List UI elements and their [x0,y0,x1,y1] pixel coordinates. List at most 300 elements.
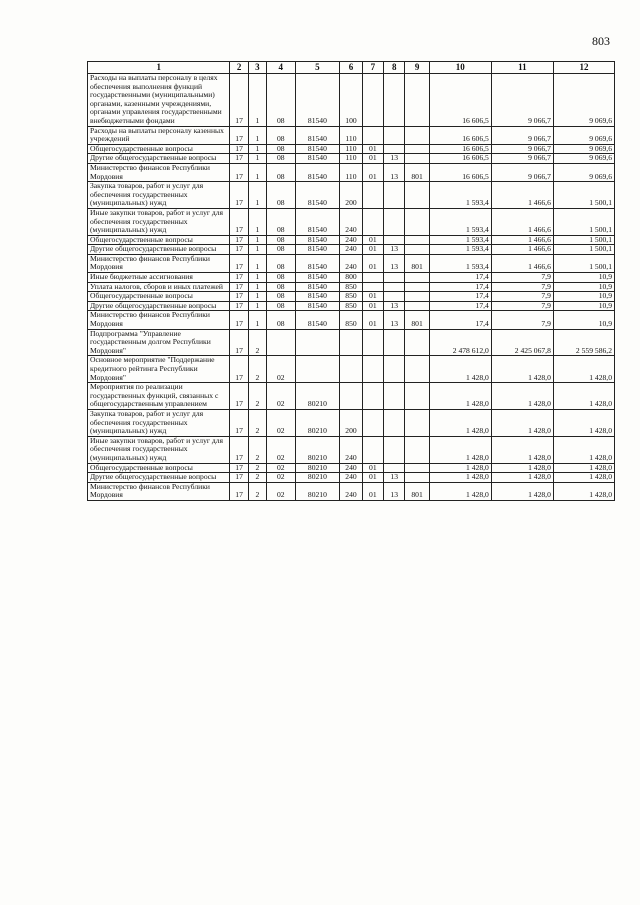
row-code-6: 850 [340,292,362,302]
row-code-4: 08 [267,154,295,164]
table-row [88,482,615,500]
row-name: Другие общегосударственные вопросы [88,473,230,483]
row-code-9 [405,463,429,473]
row-code-4: 08 [267,301,295,311]
row-code-4: 08 [267,182,295,209]
row-code-7: 01 [362,482,383,500]
row-name: Другие общегосударственные вопросы [88,245,230,255]
col-header-5: 5 [295,62,340,74]
row-code-3: 1 [248,282,266,292]
row-name: Подпрограмма "Управление государственным долгом Республики Мордовия" [88,329,230,356]
row-code-8 [384,144,405,154]
row-code-4: 08 [267,282,295,292]
row-amount-12: 9 069,6 [553,126,614,144]
row-code-9 [405,74,429,127]
row-code-4: 08 [267,311,295,329]
table-row [88,473,615,483]
row-code-8 [384,208,405,235]
row-code-3: 1 [248,74,266,127]
row-code-9 [405,235,429,245]
row-code-4: 08 [267,273,295,283]
row-amount-12: 1 428,0 [553,409,614,436]
row-amount-11: 1 466,6 [491,254,553,272]
row-code-5: 81540 [295,245,340,255]
row-code-7 [362,329,383,356]
row-name: Министерство финансов Республики Мордовия [88,163,230,181]
row-amount-11: 9 066,7 [491,126,553,144]
table-row [88,463,615,473]
row-name: Министерство финансов Республики Мордовия [88,311,230,329]
row-amount-10: 2 478 612,0 [429,329,491,356]
row-amount-10: 17,4 [429,311,491,329]
col-header-4: 4 [267,62,295,74]
row-amount-12: 1 500,1 [553,208,614,235]
row-code-8: 13 [384,311,405,329]
row-amount-12: 1 428,0 [553,482,614,500]
row-code-3: 1 [248,292,266,302]
row-code-9: 801 [405,163,429,181]
row-name: Общегосударственные вопросы [88,144,230,154]
row-code-8 [384,126,405,144]
row-code-5: 81540 [295,154,340,164]
table-row [88,282,615,292]
row-code-8 [384,282,405,292]
row-code-2: 17 [230,126,248,144]
row-code-7: 01 [362,245,383,255]
row-code-8 [384,463,405,473]
table-row [88,292,615,302]
row-code-4 [267,329,295,356]
row-code-9 [405,329,429,356]
row-amount-10: 1 428,0 [429,383,491,410]
row-amount-11: 1 428,0 [491,356,553,383]
row-code-8: 13 [384,301,405,311]
row-code-6: 240 [340,208,362,235]
row-code-9 [405,144,429,154]
row-amount-10: 1 593,4 [429,208,491,235]
row-code-8 [384,383,405,410]
header-row [88,62,615,74]
row-code-2: 17 [230,436,248,463]
row-code-3: 1 [248,301,266,311]
row-code-9 [405,126,429,144]
row-name: Закупка товаров, работ и услуг для обеспечения государственных (муниципальных) нужд [88,409,230,436]
row-code-2: 17 [230,273,248,283]
row-code-4: 08 [267,235,295,245]
row-code-4: 08 [267,126,295,144]
row-amount-10: 16 606,5 [429,154,491,164]
row-code-9 [405,282,429,292]
row-code-8 [384,182,405,209]
row-code-9: 801 [405,482,429,500]
row-amount-12: 10,9 [553,273,614,283]
table-row [88,182,615,209]
row-code-8: 13 [384,473,405,483]
row-amount-11: 1 466,6 [491,235,553,245]
row-code-4: 02 [267,383,295,410]
row-name: Общегосударственные вопросы [88,292,230,302]
row-name: Другие общегосударственные вопросы [88,301,230,311]
row-amount-11: 7,9 [491,273,553,283]
row-amount-12: 1 428,0 [553,356,614,383]
table-row [88,383,615,410]
row-amount-11: 1 428,0 [491,473,553,483]
row-code-5: 80210 [295,383,340,410]
row-code-3: 2 [248,383,266,410]
row-code-2: 17 [230,301,248,311]
row-code-8 [384,409,405,436]
row-code-9 [405,273,429,283]
row-code-6: 110 [340,163,362,181]
row-code-9 [405,182,429,209]
row-code-8 [384,74,405,127]
row-amount-12: 10,9 [553,292,614,302]
row-code-7 [362,182,383,209]
row-amount-12: 1 500,1 [553,182,614,209]
row-code-5: 81540 [295,144,340,154]
row-amount-10: 1 593,4 [429,182,491,209]
row-code-6 [340,329,362,356]
row-code-6: 240 [340,254,362,272]
table-row [88,144,615,154]
row-code-3: 1 [248,154,266,164]
row-code-5: 81540 [295,163,340,181]
row-code-7 [362,74,383,127]
col-header-6: 6 [340,62,362,74]
row-code-7 [362,126,383,144]
row-code-7: 01 [362,254,383,272]
row-amount-10: 17,4 [429,292,491,302]
table-row [88,254,615,272]
row-code-6: 240 [340,473,362,483]
row-code-6: 240 [340,235,362,245]
row-code-6: 240 [340,482,362,500]
row-name: Иные закупки товаров, работ и услуг для обеспечения государственных (муниципальных) нужд [88,436,230,463]
row-code-6 [340,356,362,383]
row-code-2: 17 [230,356,248,383]
row-code-9 [405,292,429,302]
row-code-7: 01 [362,144,383,154]
row-amount-11: 7,9 [491,292,553,302]
row-code-2: 17 [230,208,248,235]
row-amount-11: 1 428,0 [491,383,553,410]
row-code-4: 02 [267,436,295,463]
row-code-7 [362,436,383,463]
row-code-5: 81540 [295,254,340,272]
row-code-2: 17 [230,154,248,164]
row-code-8 [384,292,405,302]
row-code-5: 80210 [295,409,340,436]
row-code-3: 2 [248,473,266,483]
row-code-8: 13 [384,482,405,500]
row-code-7: 01 [362,154,383,164]
row-amount-10: 17,4 [429,273,491,283]
table-row [88,311,615,329]
row-code-8 [384,356,405,383]
row-code-9 [405,208,429,235]
row-code-6: 200 [340,409,362,436]
row-name: Министерство финансов Республики Мордовия [88,482,230,500]
col-header-1: 1 [88,62,230,74]
row-code-2: 17 [230,383,248,410]
row-code-5: 80210 [295,473,340,483]
row-amount-11: 1 466,6 [491,208,553,235]
row-code-9 [405,383,429,410]
row-amount-11: 1 428,0 [491,436,553,463]
row-code-3: 1 [248,311,266,329]
row-amount-12: 1 428,0 [553,473,614,483]
row-amount-10: 1 428,0 [429,463,491,473]
row-amount-10: 1 428,0 [429,356,491,383]
row-amount-11: 9 066,7 [491,154,553,164]
row-code-4: 08 [267,144,295,154]
row-code-2: 17 [230,329,248,356]
row-name: Мероприятия по реализации государственных функций, связанных с общегосударственным управлением [88,383,230,410]
row-code-9 [405,301,429,311]
row-code-2: 17 [230,182,248,209]
row-amount-12: 1 500,1 [553,235,614,245]
row-amount-11: 1 466,6 [491,245,553,255]
row-name: Расходы на выплаты персоналу казенных учреждений [88,126,230,144]
row-amount-12: 9 069,6 [553,163,614,181]
row-code-5: 81540 [295,273,340,283]
row-code-9: 801 [405,311,429,329]
col-header-7: 7 [362,62,383,74]
row-name: Общегосударственные вопросы [88,463,230,473]
col-header-9: 9 [405,62,429,74]
table-row [88,163,615,181]
row-code-5: 80210 [295,436,340,463]
row-amount-12: 9 069,6 [553,144,614,154]
row-code-3: 2 [248,436,266,463]
table-row [88,409,615,436]
row-amount-10: 16 606,5 [429,163,491,181]
row-code-8: 13 [384,245,405,255]
row-code-6: 100 [340,74,362,127]
row-code-5 [295,356,340,383]
row-code-9 [405,245,429,255]
row-code-6: 850 [340,301,362,311]
row-amount-12: 1 500,1 [553,245,614,255]
row-code-4: 02 [267,463,295,473]
row-amount-10: 1 428,0 [429,436,491,463]
row-amount-10: 16 606,5 [429,74,491,127]
row-code-8 [384,235,405,245]
row-code-3: 2 [248,409,266,436]
page-number: 803 [592,34,610,48]
row-code-3: 1 [248,235,266,245]
row-amount-12: 10,9 [553,311,614,329]
row-code-9 [405,356,429,383]
row-code-7 [362,208,383,235]
row-name: Расходы на выплаты персоналу в целях обеспечения выполнения функций государственными (муниципальными) органами, казенными учреждениями, органами управления государственными внебюджетными фондами [88,74,230,127]
row-name: Уплата налогов, сборов и иных платежей [88,282,230,292]
row-amount-10: 1 593,4 [429,254,491,272]
row-amount-11: 7,9 [491,311,553,329]
row-amount-11: 1 428,0 [491,409,553,436]
row-code-8 [384,436,405,463]
table-row [88,329,615,356]
row-code-9 [405,473,429,483]
row-code-6 [340,383,362,410]
row-code-6: 240 [340,245,362,255]
row-code-5: 80210 [295,463,340,473]
row-amount-10: 16 606,5 [429,144,491,154]
row-name: Иные бюджетные ассигнования [88,273,230,283]
row-code-7 [362,356,383,383]
row-code-5: 81540 [295,208,340,235]
table-row [88,235,615,245]
row-code-7 [362,409,383,436]
row-amount-10: 16 606,5 [429,126,491,144]
row-name: Закупка товаров, работ и услуг для обеспечения государственных (муниципальных) нужд [88,182,230,209]
col-header-10: 10 [429,62,491,74]
row-name: Другие общегосударственные вопросы [88,154,230,164]
row-amount-10: 17,4 [429,282,491,292]
row-code-8 [384,329,405,356]
row-code-4: 08 [267,292,295,302]
row-code-2: 17 [230,463,248,473]
row-code-5: 81540 [295,126,340,144]
row-code-3: 1 [248,245,266,255]
row-code-7 [362,383,383,410]
row-amount-10: 17,4 [429,301,491,311]
table-body [88,74,615,501]
row-amount-12: 1 428,0 [553,463,614,473]
row-code-3: 1 [248,208,266,235]
row-amount-11: 7,9 [491,301,553,311]
col-header-8: 8 [384,62,405,74]
row-code-6: 240 [340,436,362,463]
row-code-2: 17 [230,245,248,255]
row-code-8 [384,273,405,283]
row-code-2: 17 [230,144,248,154]
table-row [88,154,615,164]
row-code-7: 01 [362,163,383,181]
table-row [88,273,615,283]
row-amount-11: 1 466,6 [491,182,553,209]
row-code-2: 17 [230,282,248,292]
row-code-7: 01 [362,301,383,311]
row-code-5 [295,329,340,356]
row-code-2: 17 [230,74,248,127]
row-amount-12: 1 428,0 [553,383,614,410]
row-amount-11: 9 066,7 [491,163,553,181]
row-code-7 [362,273,383,283]
row-code-3: 1 [248,144,266,154]
row-code-6: 850 [340,311,362,329]
row-code-5: 81540 [295,74,340,127]
row-amount-12: 2 559 586,2 [553,329,614,356]
row-code-2: 17 [230,482,248,500]
row-code-4: 02 [267,356,295,383]
row-code-6: 850 [340,282,362,292]
row-code-9 [405,154,429,164]
row-code-4: 02 [267,482,295,500]
row-code-3: 2 [248,482,266,500]
row-code-2: 17 [230,292,248,302]
table-row [88,301,615,311]
row-amount-11: 9 066,7 [491,144,553,154]
row-code-2: 17 [230,311,248,329]
row-amount-10: 1 428,0 [429,473,491,483]
row-name: Общегосударственные вопросы [88,235,230,245]
row-code-2: 17 [230,409,248,436]
row-code-5: 81540 [295,292,340,302]
row-code-2: 17 [230,235,248,245]
row-amount-11: 1 428,0 [491,482,553,500]
row-amount-12: 9 069,6 [553,154,614,164]
row-amount-11: 2 425 067,8 [491,329,553,356]
row-code-4: 02 [267,473,295,483]
row-code-5: 81540 [295,311,340,329]
row-name: Основное мероприятие "Поддержание кредитного рейтинга Республики Мордовия" [88,356,230,383]
row-code-3: 2 [248,356,266,383]
row-code-3: 1 [248,163,266,181]
table-row [88,436,615,463]
row-code-4: 08 [267,254,295,272]
row-code-5: 81540 [295,282,340,292]
row-amount-11: 1 428,0 [491,463,553,473]
row-amount-10: 1 428,0 [429,482,491,500]
table-row [88,356,615,383]
row-code-3: 1 [248,273,266,283]
row-amount-12: 9 069,6 [553,74,614,127]
row-code-4: 08 [267,74,295,127]
row-code-6: 110 [340,154,362,164]
budget-table [87,61,615,501]
row-code-6: 240 [340,463,362,473]
row-code-6: 110 [340,144,362,154]
row-code-6: 800 [340,273,362,283]
row-code-8: 13 [384,154,405,164]
row-code-4: 08 [267,245,295,255]
row-code-7: 01 [362,235,383,245]
row-code-8: 13 [384,163,405,181]
row-code-5: 81540 [295,301,340,311]
row-code-2: 17 [230,254,248,272]
table-row [88,245,615,255]
row-code-2: 17 [230,163,248,181]
row-amount-10: 1 593,4 [429,235,491,245]
row-code-3: 2 [248,329,266,356]
row-code-7: 01 [362,311,383,329]
row-code-4: 08 [267,208,295,235]
col-header-2: 2 [230,62,248,74]
row-code-4: 08 [267,163,295,181]
col-header-3: 3 [248,62,266,74]
row-code-7: 01 [362,473,383,483]
col-header-12: 12 [553,62,614,74]
row-code-5: 81540 [295,235,340,245]
row-code-6: 110 [340,126,362,144]
row-amount-12: 10,9 [553,282,614,292]
row-code-9 [405,409,429,436]
row-amount-12: 1 500,1 [553,254,614,272]
row-name: Министерство финансов Республики Мордовия [88,254,230,272]
row-amount-12: 10,9 [553,301,614,311]
row-code-7: 01 [362,463,383,473]
col-header-11: 11 [491,62,553,74]
row-amount-10: 1 593,4 [429,245,491,255]
row-code-3: 1 [248,254,266,272]
row-code-7: 01 [362,292,383,302]
row-name: Иные закупки товаров, работ и услуг для обеспечения государственных (муниципальных) нужд [88,208,230,235]
row-code-9 [405,436,429,463]
row-amount-12: 1 428,0 [553,436,614,463]
row-amount-11: 9 066,7 [491,74,553,127]
table-row [88,208,615,235]
